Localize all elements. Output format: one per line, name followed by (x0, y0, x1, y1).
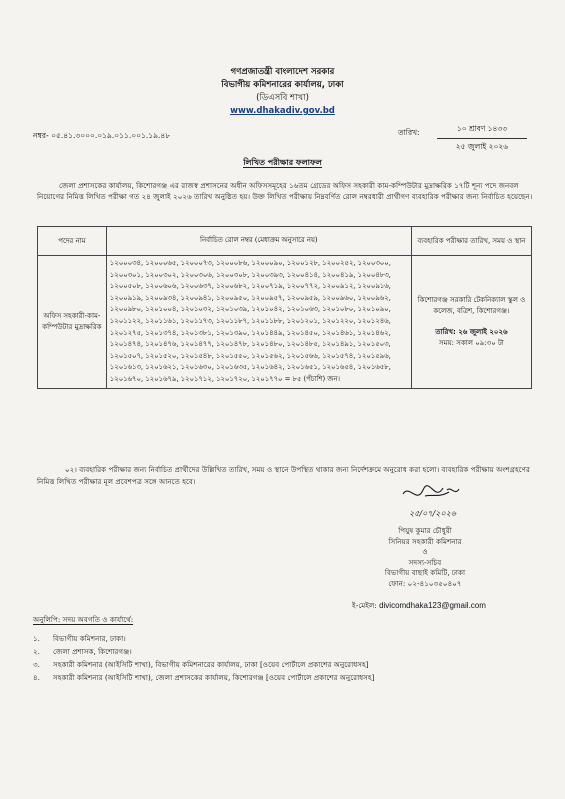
date-bangla: ১০ শ্রাবণ ১৪৩৩ (437, 124, 527, 139)
signatory-phone: ফোন: ০২-৪১০৩৫০৪০৭ (388, 578, 462, 588)
list-number: ১. (33, 634, 40, 643)
email-label: ই-মেইল: (352, 601, 377, 610)
signatory-conjunction: ও (422, 547, 428, 557)
results-table (37, 226, 532, 389)
cc-title-text: অনুলিপি: সদয় অবগতি ও কার্যার্থে: (33, 615, 134, 624)
table-row (38, 256, 532, 389)
roll-numbers: ১২০০০৩৪, ১২০০০৬৫, ১২০০০৭৩, ১২০০০৮৬, ১২০০০৯০, ১২০০১২৮, ১২০০২৫২, ১২০০৩০০, ১২০০৩০১, ১২০০৩০২, ১২০০৩০৬, ১২০০৩০৮, ১২০০৩৯৩, ১২০০৪১৪, ১২০০৪১৯, ১২০০৪৮৩, ১২০০৫০৮, ১২০০৬০৬, ১২০০৬৩৭, ১২০০৬৮২, ১২০০৭১৯, ১২০০৭৭২, ১২০০৯১২, ১২০০৯১৬, ১২০০৯১৯, ১২০০৯৩৪, ১২০০৯৪১, ১২০০৯৫০, ১২০০৯৫৭, ১২০০৯৫৯, ১২০০৯৬০, ১২০০৯৬২, ১২০০৯৮০, ১২০১০০৪, ১২০১০৩২, ১২০১০৩৯, ১২০১০৪২, ১২০১০৬৩, ১২০১০৮০, ১২০১০৯০, ১২০১১২২, ১২০১১৬১, ১২০১১৭৩, ১২০১১৮৭, ১২০১১৮৮, ১২০১২০১, ১২০১২২০, ১২০১২৪৬, ১২০১২৭৫, ১২০১৩৭৪, ১২০১৩৮১, ১২০১৩৯০, ১২০১৪৪৯, ১২০১৪৫০, ১২০১৪৬১, ১২০১৪৬২, ১২০১৪৭৪, ১২০১৪৭৬, ১২০১৪৭৭, ১২০১৪৭৮, ১২০১৪৮০, ১২০১৪৮৫, ১২০১৪৯১, ১২০১৫০৩, ১২০১৫০৭, ১২০১৫২০, ১২০১৫৪৮, ১২০১৫৫০, ১২০১৫৬২, ১২০১৫৬৬, ১২০১৫৭৪, ১২০১৫৯৬, ১২০১৬১৩, ১২০১৬২১, ১২০১৬৩০, ১২০১৬৩৫, ১২০১৬৪২, ১২০১৬৫১, ১২০১৬৫৪, ১২০১৬৫৮, ১২০১৬৭০, ১২০১৬৭৯, ১২০১৭১২, ১২০১৭২০, ১২০১৭৭০ = ৮৫ (পঁচাশি) জন। (106, 256, 411, 389)
subject-heading (0, 157, 565, 170)
signatory-designation: সিনিয়র সহকারী কমিশনার (388, 536, 462, 546)
header-venue: ব্যবহারিক পরীক্ষার তারিখ, সময় ও স্থান (411, 227, 531, 256)
office-name: বিভাগীয় কমিশনারের কার্যালয়, ঢাকা (221, 80, 344, 90)
signatory-committee: বিভাগীয় বাছাই কমিটি, ঢাকা (384, 568, 466, 578)
venue-date: তারিখ: ২৬ জুলাই ২০২৬ (435, 327, 508, 336)
website-link[interactable]: www.dhakadiv.gov.bd (230, 106, 335, 116)
list-item (33, 671, 375, 684)
email-row (352, 601, 486, 613)
email-address[interactable]: divicomdhaka123@gmail.com (379, 601, 486, 610)
list-item (33, 632, 375, 645)
list-text: সহকারী কমিশনার (আইসিটি শাখা), জেলা প্রশাসকের কার্যালয়, কিশোরগঞ্জ [ওয়েব পোর্টালে প্রকাশের অনুরোধসহ] (53, 673, 375, 682)
signature-date: ২৫/০৭/২০২৬ (409, 509, 456, 518)
list-item (33, 658, 375, 671)
venue-time: সময়: সকাল ০৯:৩০ টা (438, 338, 504, 347)
venue-cell (411, 256, 531, 389)
section-name: (ডিএসবি শাখা) (256, 93, 309, 103)
post-name: অফিস সহকারী-কাম-কম্পিউটার মুদ্রাক্ষরিক (38, 256, 107, 389)
subject-text: লিখিত পরীক্ষার ফলাফল (243, 158, 322, 167)
header-post: পদের নাম (38, 227, 107, 256)
instruction-paragraph: ০২। ব্যবহারিক পরীক্ষার জন্য নির্বাচিত প্রার্থীদের উল্লিখিত তারিখ, সময় ও স্থানে উপস্থিত থাকার জন্য নির্দেশক্রমে অনুরোধ করা হলো। ব্যবহারিক পরীক্ষায় অংশগ্রহণের নিমিত্ত লিখিত পরীক্ষার মূল প্রবেশপত্র সঙ্গে আনতে হবে। (37, 465, 530, 486)
govt-name: গণপ্রজাতন্ত্রী বাংলাদেশ সরকার (230, 67, 335, 77)
list-number: ২. (33, 647, 40, 656)
list-text: বিভাগীয় কমিশনার, ঢাকা। (53, 634, 126, 643)
signatory-role: সদস্য-সচিব (408, 557, 442, 567)
table-header-row (38, 227, 532, 256)
memo-number: নম্বর- ০৫.৪১.৩০০০.০১৯.০১১.০০১.১৯.৪৮ (33, 131, 171, 140)
list-text: সহকারী কমিশনার (আইসিটি শাখা), বিভাগীয় কমিশনারের কার্যালয়, ঢাকা [ওয়েব পোর্টালে প্রকাশের অনুরোধসহ] (53, 660, 369, 669)
date-english: ২৫ জুলাই ২০২৬ (455, 142, 509, 151)
letterhead (0, 66, 565, 118)
header-rolls: নির্বাচিত রোল নম্বর (মেধাক্রম অনুসারে নয়) (106, 227, 411, 256)
signatory-block (330, 526, 520, 590)
list-number: ৩. (33, 660, 40, 669)
handwritten-signature (395, 480, 495, 525)
cc-title (33, 615, 133, 627)
cc-list (33, 632, 375, 684)
signatory-name: পিযুষ কুমার চৌধুরী (398, 526, 452, 535)
date-label: তারিখ: (398, 128, 420, 137)
venue-name: কিশোরগঞ্জ সরকারি টেকনিক্যাল স্কুল ও কলেজ, বত্রিশ, কিশোরগঞ্জ। (417, 295, 526, 315)
list-item (33, 645, 375, 658)
list-number: ৪. (33, 673, 40, 682)
list-text: জেলা প্রশাসক, কিশোরগঞ্জ। (53, 647, 132, 656)
date-block (437, 124, 527, 154)
intro-paragraph: জেলা প্রশাসকের কার্যালয়, কিশোরগঞ্জ এর রাজস্ব প্রশাসনের অধীন অফিসসমূহের ১৬তম গ্রেডের অফিস সহকারী কাম-কম্পিউটার মুদ্রাক্ষরিক ১৭টি শূন্য পদে জনবল নিয়োগের নিমিত্ত লিখিত পরীক্ষা গত ২৪ জুলাই ২০২৬ তারিখ অনুষ্ঠিত হয়। উক্ত লিখিত পরীক্ষায় নিম্নবর্ণিত রোল নম্বরধারী প্রার্থীগণ ব্যবহারিক পরীক্ষার জন্য নির্বাচিত হয়েছেন। (37, 181, 533, 201)
